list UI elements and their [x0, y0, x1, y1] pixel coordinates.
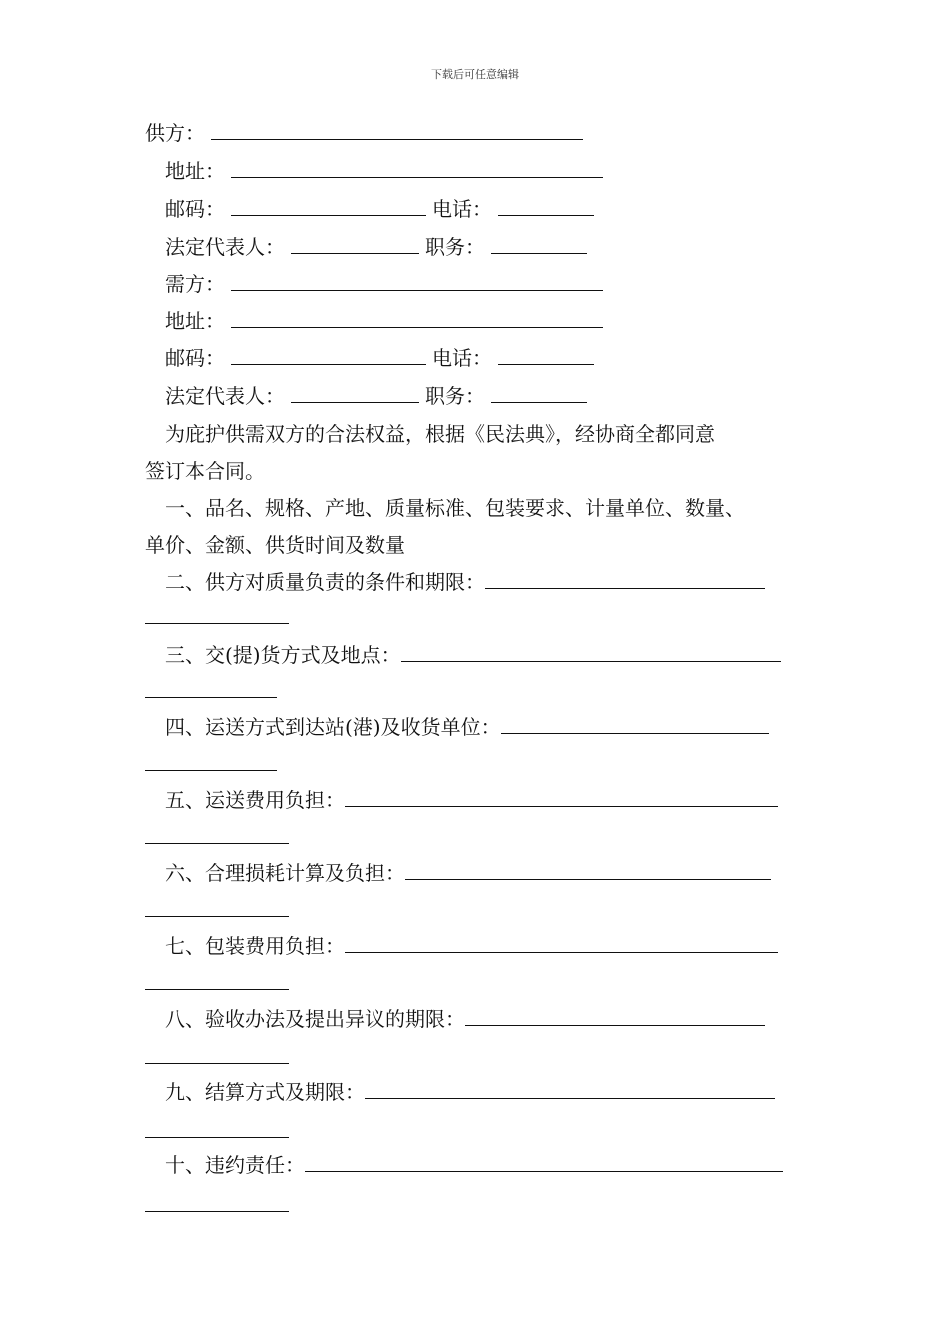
buyer-title-label: 职务： [425, 384, 485, 408]
clause-2-label: 二、供方对质量负责的条件和期限： [165, 570, 485, 594]
clause-10-blank[interactable] [305, 1153, 783, 1172]
supplier-line [145, 118, 583, 148]
clause-7-blank[interactable] [345, 934, 778, 953]
buyer-rep-line [165, 381, 587, 411]
clause-5-blank[interactable] [345, 788, 778, 807]
clause-4-label: 四、运送方式到达站(港)及收货单位： [165, 715, 501, 739]
buyer-address-label: 地址： [165, 309, 225, 333]
buyer-phone-blank[interactable] [498, 346, 594, 365]
clause-10-continuation-blank[interactable] [145, 1211, 289, 1212]
clause-10-label: 十、违约责任： [165, 1153, 305, 1177]
buyer-zip-line [165, 343, 594, 373]
clause-9-label: 九、结算方式及期限： [165, 1080, 365, 1104]
supplier-label: 供方： [145, 121, 205, 145]
supplier-zip-label: 邮码： [165, 197, 225, 221]
buyer-label: 需方： [165, 272, 225, 296]
clause-2-blank[interactable] [485, 570, 765, 589]
supplier-zip-line [165, 194, 594, 224]
clause-2 [165, 567, 765, 597]
clause-3-continuation-blank[interactable] [145, 697, 277, 698]
clause-4-blank[interactable] [501, 715, 769, 734]
supplier-zip-blank[interactable] [231, 197, 426, 216]
clause-2-continuation-blank[interactable] [145, 623, 289, 624]
clause-8-label: 八、验收办法及提出异议的期限： [165, 1007, 465, 1031]
supplier-rep-label: 法定代表人： [165, 235, 285, 259]
buyer-line [165, 269, 603, 299]
clause-5-continuation-blank[interactable] [145, 843, 289, 844]
clause-6-blank[interactable] [405, 861, 771, 880]
clause-9-continuation-blank[interactable] [145, 1137, 289, 1138]
supplier-address-line [165, 156, 603, 186]
clause-5 [165, 785, 778, 815]
clause-10 [165, 1150, 783, 1180]
page-header: 下载后可任意编辑 [431, 68, 519, 81]
supplier-address-blank[interactable] [231, 159, 603, 178]
supplier-address-label: 地址： [165, 159, 225, 183]
clause-9 [165, 1077, 775, 1107]
buyer-address-line [165, 306, 603, 336]
clause-7-continuation-blank[interactable] [145, 989, 289, 990]
clause-5-label: 五、运送费用负担： [165, 788, 345, 812]
supplier-title-label: 职务： [425, 235, 485, 259]
clause-8 [165, 1004, 765, 1034]
supplier-phone-label: 电话： [432, 197, 492, 221]
clause-4-continuation-blank[interactable] [145, 770, 277, 771]
clause-6-continuation-blank[interactable] [145, 916, 289, 917]
supplier-phone-blank[interactable] [498, 197, 594, 216]
supplier-title-blank[interactable] [491, 235, 587, 254]
clause-6 [165, 858, 771, 888]
clause-7 [165, 931, 778, 961]
buyer-rep-blank[interactable] [291, 384, 419, 403]
preamble-line-1: 为庇护供需双方的合法权益，根据《民法典》，经协商全都同意 [165, 422, 715, 446]
clause-1-line-1: 一、品名、规格、产地、质量标准、包装要求、计量单位、数量、 [165, 496, 745, 520]
clause-7-label: 七、包装费用负担： [165, 934, 345, 958]
buyer-rep-label: 法定代表人： [165, 384, 285, 408]
clause-3-label: 三、交(提)货方式及地点： [165, 643, 401, 667]
supplier-name-blank[interactable] [211, 121, 583, 140]
clause-8-blank[interactable] [465, 1007, 765, 1026]
buyer-zip-label: 邮码： [165, 346, 225, 370]
buyer-title-blank[interactable] [491, 384, 587, 403]
buyer-address-blank[interactable] [231, 309, 603, 328]
preamble-line-2: 签订本合同。 [145, 459, 265, 483]
clause-8-continuation-blank[interactable] [145, 1063, 289, 1064]
clause-3-blank[interactable] [401, 643, 781, 662]
clause-9-blank[interactable] [365, 1080, 775, 1099]
buyer-name-blank[interactable] [231, 272, 603, 291]
supplier-rep-blank[interactable] [291, 235, 419, 254]
clause-6-label: 六、合理损耗计算及负担： [165, 861, 405, 885]
clause-4 [165, 712, 769, 742]
clause-3 [165, 640, 781, 670]
clause-1-line-2: 单价、金额、供货时间及数量 [145, 533, 405, 557]
supplier-rep-line [165, 232, 587, 262]
buyer-phone-label: 电话： [432, 346, 492, 370]
buyer-zip-blank[interactable] [231, 346, 426, 365]
